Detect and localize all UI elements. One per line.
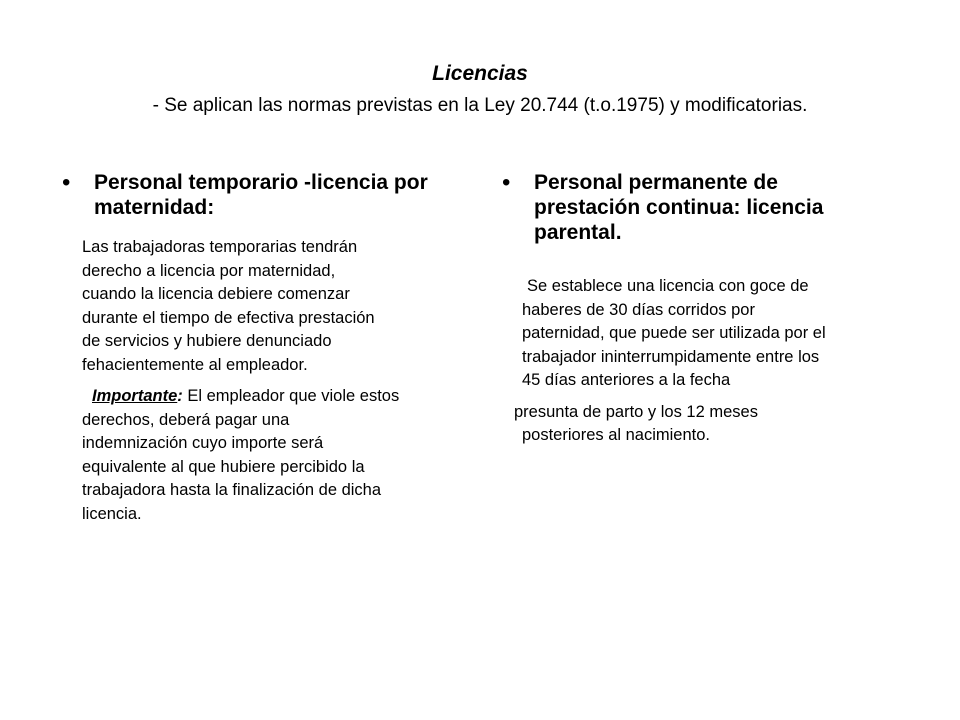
right-heading-line: parental. bbox=[534, 221, 622, 244]
left-heading-line: Personal temporario -licencia por bbox=[94, 171, 428, 194]
left-paragraph-line: fehacientemente al empleador. bbox=[82, 355, 308, 374]
right-paragraph2-line: posteriores al nacimiento. bbox=[522, 426, 711, 444]
right-paragraph2-line: presunta de parto y los 12 meses bbox=[514, 402, 758, 421]
right-heading bbox=[534, 170, 823, 245]
left-important-line: equivalente al que hubiere percibido la bbox=[82, 457, 365, 476]
right-paragraph bbox=[522, 275, 922, 393]
right-heading-line: Personal permanente de bbox=[534, 171, 778, 194]
right-paragraph-2 bbox=[514, 401, 922, 448]
left-important-line: licencia. bbox=[82, 504, 142, 523]
right-paragraph-line: trabajador ininterrumpidamente entre los bbox=[522, 347, 820, 366]
left-heading-line: maternidad: bbox=[94, 196, 215, 219]
left-paragraph-line: derecho a licencia por maternidad, bbox=[82, 261, 336, 280]
right-heading-line: prestación continua: licencia bbox=[534, 196, 824, 219]
important-text: El empleador que viole estos bbox=[182, 387, 400, 405]
important-first-line bbox=[82, 385, 472, 409]
title-main: Licencias bbox=[432, 62, 528, 85]
right-paragraph-line: Se establece una licencia con goce de bbox=[527, 277, 809, 295]
left-important-line: indemnización cuyo importe será bbox=[82, 434, 324, 452]
right-paragraph-line: paternidad, que puede ser utilizada por el bbox=[522, 324, 826, 342]
right-paragraph-line: 45 días anteriores a la fecha bbox=[522, 371, 731, 389]
important-label: Importante bbox=[92, 387, 178, 405]
left-paragraph-line: durante el tiempo de efectiva prestación bbox=[82, 308, 375, 327]
left-paragraph-line: cuando la licencia debiere comenzar bbox=[82, 285, 350, 303]
right-paragraph-line: haberes de 30 días corridos por bbox=[522, 300, 755, 319]
bullet-icon: • bbox=[502, 169, 511, 196]
left-bullet-item bbox=[62, 170, 472, 220]
right-column bbox=[502, 170, 922, 448]
bullet-icon: • bbox=[62, 169, 71, 196]
slide-title bbox=[0, 60, 960, 120]
left-paragraph bbox=[82, 236, 472, 377]
left-paragraph-line: de servicios y hubiere denunciado bbox=[82, 332, 332, 350]
left-heading bbox=[94, 170, 428, 220]
important-colon: : bbox=[177, 387, 183, 405]
left-important-paragraph bbox=[82, 385, 472, 526]
left-important-line: trabajadora hasta la finalización de dicha bbox=[82, 481, 382, 499]
left-important-line: derechos, deberá pagar una bbox=[82, 410, 290, 429]
title-subtitle: - Se aplican las normas previstas en la Ley 20.744 (t.o.1975) y modificatorias. bbox=[152, 95, 808, 116]
left-column bbox=[62, 170, 472, 526]
left-paragraph-line: Las trabajadoras temporarias tendrán bbox=[82, 238, 358, 256]
right-bullet-item bbox=[502, 170, 922, 245]
